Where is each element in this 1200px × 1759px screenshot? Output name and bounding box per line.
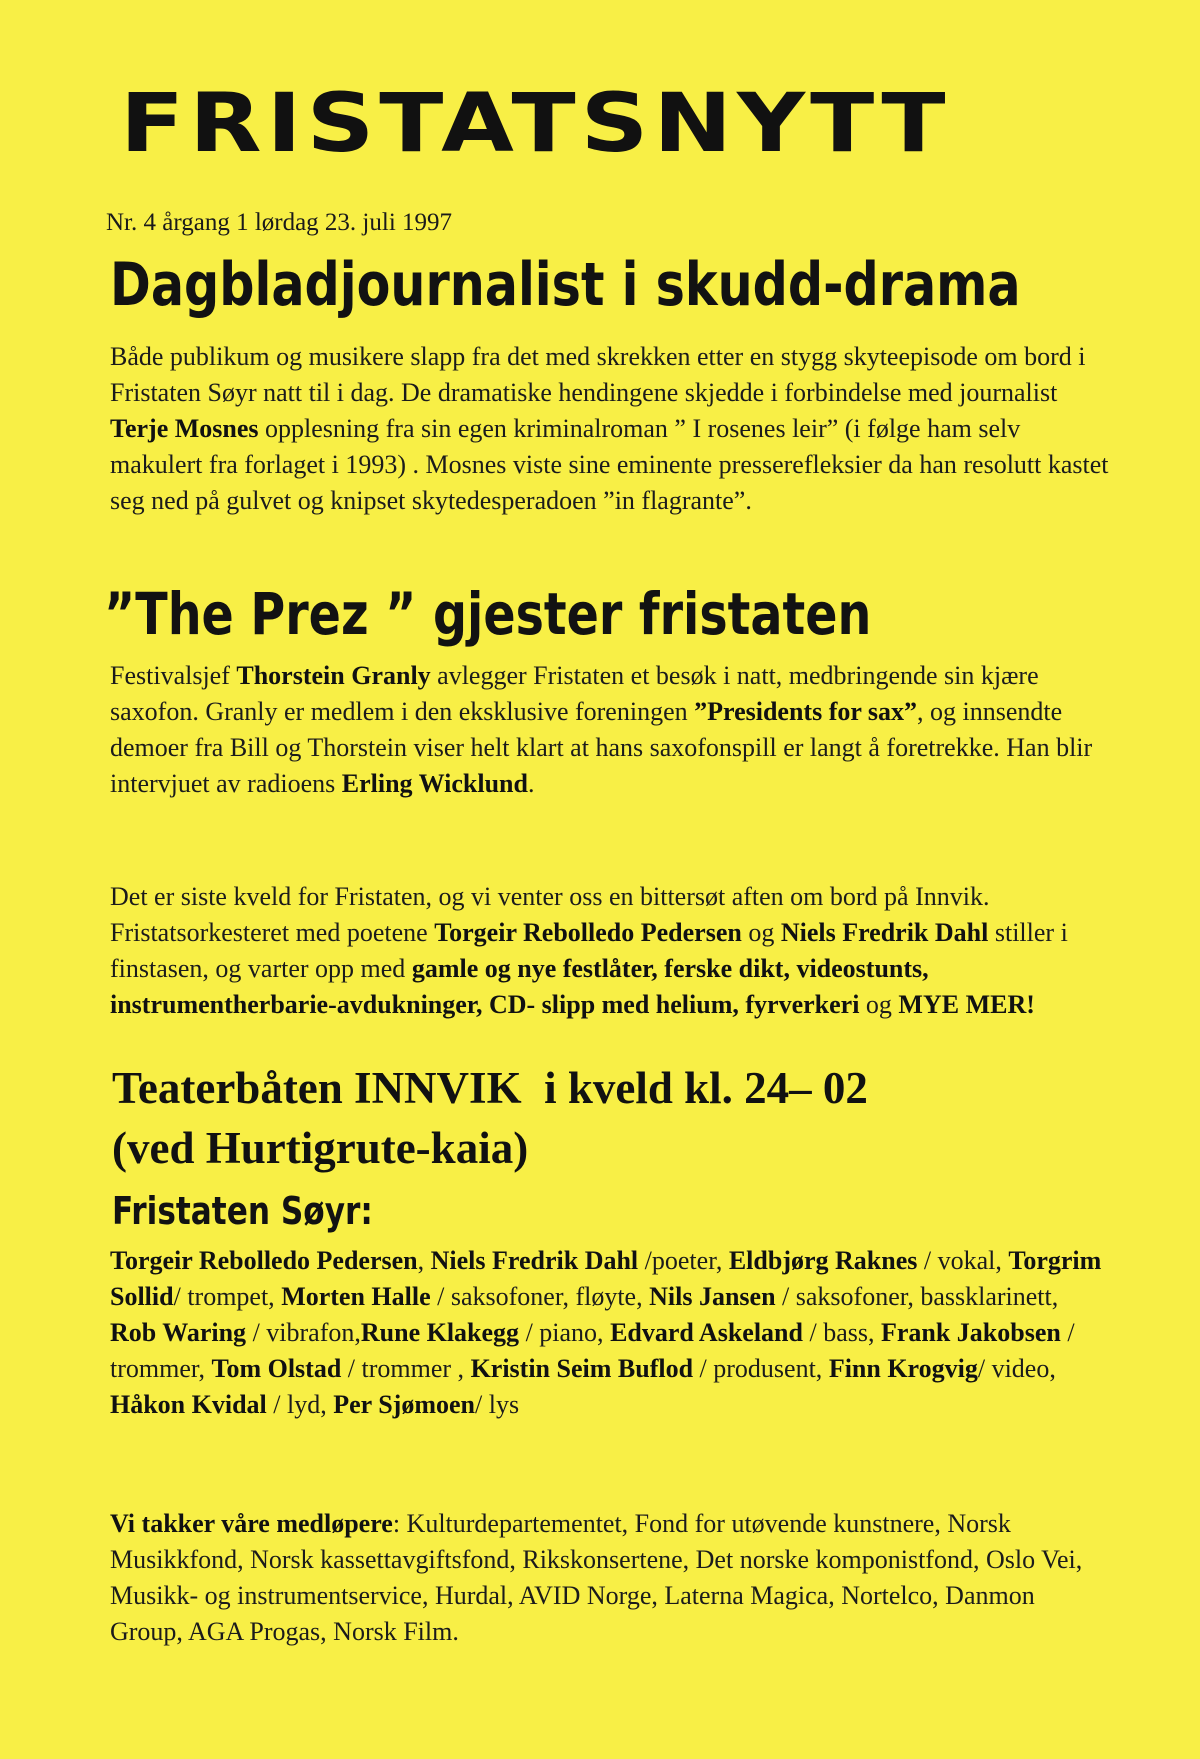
article-text: Det er siste kveld for Fristaten, og vi venter oss en bittersøt aften om bord på Innvik. Fristatsorkesteret med poetene <box>110 882 990 947</box>
credit-name: Eldbjørg Raknes <box>728 1246 918 1275</box>
credit-role: / lys <box>475 1390 520 1419</box>
article-siste-kveld <box>110 879 1110 1023</box>
article-text: stiller i finstasen, og varter opp med <box>110 918 1068 983</box>
article-text: avlegger Fristaten et besøk i natt, medbringende sin kjære saxofon. Granly er medlem i den eksklusive foreningen <box>110 661 1039 726</box>
credit-role: / bass, <box>802 1318 881 1347</box>
article-text: Både publikum og musikere slapp fra det med skrekken etter en stygg skyteepisode om bord i Fristaten Søyr natt til i dag. De dramatiske hendingene skjedde i forbindelse med journalist <box>110 342 1086 407</box>
credit-name: Rune Klakegg <box>360 1318 520 1347</box>
headline-the-prez: ”The Prez ” gjester fristaten <box>104 580 872 648</box>
issue-line: Nr. 4 årgang 1 lørdag 23. juli 1997 <box>106 209 453 236</box>
event-location: (ved Hurtigrute-kaia) <box>112 1123 529 1173</box>
article-text: og <box>859 990 899 1019</box>
person-name: Thorstein Granly <box>236 661 431 690</box>
credit-name: Finn Krogvig <box>828 1354 978 1383</box>
credit-role: / trommer, <box>110 1318 1075 1383</box>
organisation-name: ”Presidents for sax” <box>694 697 918 726</box>
credit-name: Per Sjømoen <box>333 1390 476 1419</box>
person-name: Niels Fredrik Dahl <box>780 918 989 947</box>
credit-name: Kristin Seim Buflod <box>470 1354 694 1383</box>
event-venue-time: Teaterbåten INNVIK i kveld kl. 24– 02 <box>112 1063 868 1113</box>
person-name: Torgeir Rebolledo Pedersen <box>434 918 742 947</box>
credit-role: / produsent, <box>693 1354 829 1383</box>
article-skudd-drama <box>110 339 1110 519</box>
credit-role: , <box>417 1246 431 1275</box>
credit-role: / trommer , <box>341 1354 471 1383</box>
program-highlights: MYE MER! <box>898 990 1035 1019</box>
person-name: Terje Mosnes <box>110 414 259 443</box>
headline-skudd-drama: Dagbladjournalist i skudd-drama <box>110 250 1021 320</box>
credit-role: /poeter, <box>638 1246 729 1275</box>
credit-name: Morten Halle <box>281 1282 431 1311</box>
article-text: Festivalsjef <box>110 661 237 690</box>
credits-heading: Fristaten Søyr: <box>112 1189 373 1233</box>
credit-role: / piano, <box>519 1318 611 1347</box>
person-name: Erling Wicklund <box>341 769 528 798</box>
event-info <box>112 1058 1112 1178</box>
article-text: , og innsendte demoer fra Bill og Thorstein viser helt klart at hans saxofonspill er langt å foretrekke. Han blir intervjuet av radioens <box>110 697 1093 798</box>
credit-role: / trompet, <box>173 1282 282 1311</box>
article-text: . <box>527 769 535 798</box>
credit-name: Håkon Kvidal <box>110 1390 267 1419</box>
credits-list <box>110 1243 1110 1423</box>
credit-name: Torgeir Rebolledo Pedersen <box>110 1246 418 1275</box>
credit-role: / video, <box>977 1354 1056 1383</box>
credit-role: / saksofoner, bassklarinett, <box>775 1282 1059 1311</box>
credit-role: / lyd, <box>266 1390 334 1419</box>
credit-name: Frank Jakobsen <box>880 1318 1061 1347</box>
article-text: og <box>741 918 781 947</box>
credit-role: / saksofoner, fløyte, <box>430 1282 650 1311</box>
thanks-section <box>110 1506 1110 1650</box>
program-highlights: gamle og nye festlåter, ferske dikt, videostunts, instrumentherbarie-avdukninger, CD- slipp med helium, fyrverkeri <box>110 954 929 1019</box>
article-the-prez <box>110 658 1110 802</box>
credit-role: / vokal, <box>917 1246 1009 1275</box>
credit-role: / vibrafon, <box>246 1318 361 1347</box>
credit-name: Niels Fredrik Dahl <box>430 1246 639 1275</box>
credit-name: Rob Waring <box>110 1318 247 1347</box>
credit-name: Torgrim Sollid <box>110 1246 1102 1311</box>
masthead: FRISTATSNYTT <box>120 77 951 171</box>
credit-name: Tom Olstad <box>211 1354 342 1383</box>
credit-name: Edvard Askeland <box>610 1318 803 1347</box>
thanks-text: : Kulturdepartementet, Fond for utøvende kunstnere, Norsk Musikkfond, Norsk kassettavgiftsfond, Rikskonsertene, Det norske komponistfond, Oslo Vei, Musikk- og instrumentservice, Hurdal, AVID Norge, Laterna Magica, Nortelco, Danmon Group, AGA Progas, Norsk Film. <box>110 1509 1083 1646</box>
credit-name: Nils Jansen <box>649 1282 776 1311</box>
thanks-label: Vi takker våre medløpere <box>110 1509 393 1538</box>
article-text: opplesning fra sin egen kriminalroman ” I rosenes leir” (i følge ham selv makulert fra forlaget i 1993) . Mosnes viste sine eminente presserefleksier da han resolutt kastet seg ned på gulvet og knipset skytedesperadoen ”in flagrante”. <box>110 414 1109 515</box>
